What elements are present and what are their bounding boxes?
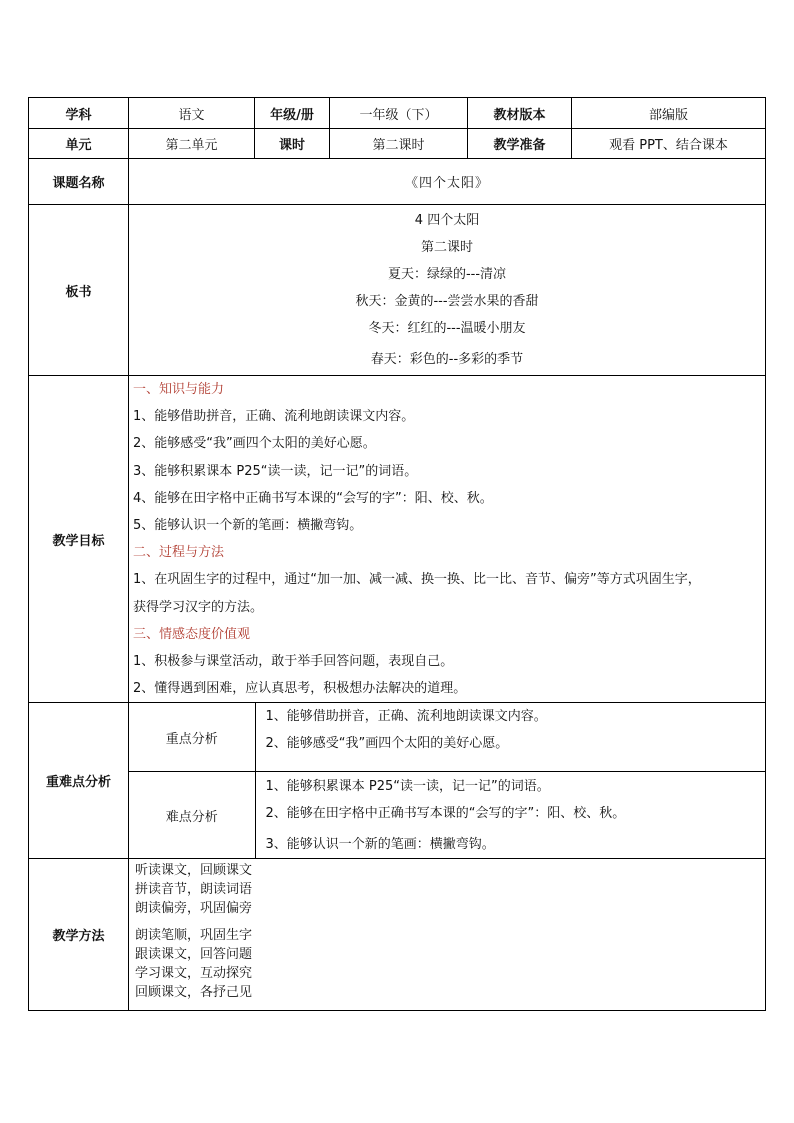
method-item: 拼读音节，朗读词语 [135,882,253,898]
analysis-inner-table [129,703,765,858]
goal-item: 4、能够在田字格中正确书写本课的“会写的字”：阳、校、秋。 [133,490,493,506]
goal-item: 2、能够感受“我”画四个太阳的美好心愿。 [133,436,376,452]
goal-item: 3、能够积累课本 P25“读一读，记一记”的词语。 [133,463,418,479]
board-line: 春天：彩色的--多彩的季节 [370,352,524,367]
row-unit [29,129,766,159]
lesson-title-label: 课题名称 [29,159,129,205]
goal-item: 1、能够借助拼音，正确、流利地朗读课文内容。 [133,409,415,425]
difficult-point: 3、能够认识一个新的笔画：横撇弯钩。 [265,836,495,852]
prep-value: 观看 PPT、结合课本 [572,129,766,159]
lesson-plan-table [28,97,766,1011]
goal-item: 2、懂得遇到困难，应认真思考，积极想办法解决的道理。 [133,681,467,697]
goal-item: 1、在巩固生字的过程中，通过“加一加、减一减、换一换、比一比、音节、偏旁”等方式巩固生字， [133,572,701,588]
grade-label: 年级/册 [255,98,330,129]
methods-content [129,859,766,1011]
board-line: 第二课时 [420,240,473,255]
difficult-point: 1、能够积累课本 P25“读一读，记一记”的词语。 [265,778,550,794]
goal-item: 获得学习汉字的方法。 [133,599,264,615]
method-item: 朗读偏旁，巩固偏旁 [135,901,253,917]
edition-value: 部编版 [572,98,766,129]
methods-label: 教学方法 [29,859,129,1011]
board-line: 夏天：绿绿的---清凉 [387,267,507,282]
board-label: 板书 [29,205,129,376]
row-goals [29,376,766,703]
key-points-list [255,703,765,771]
row-board [29,205,766,376]
row-analysis [29,703,766,859]
row-subject [29,98,766,129]
grade-value: 一年级（下） [330,98,468,129]
method-item: 听读课文，回顾课文 [135,863,253,879]
board-content [129,205,766,376]
method-item: 朗读笔顺，巩固生字 [135,928,253,944]
subject-value: 语文 [129,98,255,129]
lesson-title-value: 《四个太阳》 [129,159,766,205]
subject-label: 学科 [29,98,129,129]
period-label: 课时 [255,129,330,159]
prep-label: 教学准备 [468,129,572,159]
board-line: 冬天：红红的---温暖小朋友 [368,321,526,336]
goal-item: 5、能够认识一个新的笔画：横撇弯钩。 [133,517,363,533]
key-point: 1、能够借助拼音，正确、流利地朗读课文内容。 [265,709,547,725]
difficult-points-label: 难点分析 [129,771,255,858]
goals-content [129,376,766,703]
method-item: 跟读课文，回答问题 [135,947,253,963]
row-methods [29,859,766,1011]
difficult-point: 2、能够在田字格中正确书写本课的“会写的字”：阳、校、秋。 [265,805,626,821]
unit-value: 第二单元 [129,129,255,159]
goals-label: 教学目标 [29,376,129,703]
board-line: 秋天：金黄的---尝尝水果的香甜 [355,294,539,309]
key-points-row [129,703,765,771]
difficult-points-row [129,771,765,858]
goal-section-heading: 一、知识与能力 [133,382,225,397]
goal-section-heading: 三、情感态度价值观 [133,626,251,642]
goal-section-heading: 二、过程与方法 [133,545,225,561]
method-item: 学习课文，互动探究 [135,966,253,982]
goal-item: 1、积极参与课堂活动，敢于举手回答问题，表现自己。 [133,653,454,669]
unit-label: 单元 [29,129,129,159]
analysis-content [129,703,766,859]
difficult-points-list [255,771,765,858]
key-point: 2、能够感受“我”画四个太阳的美好心愿。 [265,736,509,752]
row-lesson-title [29,159,766,205]
edition-label: 教材版本 [468,98,572,129]
board-line: 4 四个太阳 [414,213,480,228]
method-item: 回顾课文，各抒己见 [135,985,253,1001]
analysis-label: 重难点分析 [29,703,129,859]
period-value: 第二课时 [330,129,468,159]
key-points-label: 重点分析 [129,703,255,771]
